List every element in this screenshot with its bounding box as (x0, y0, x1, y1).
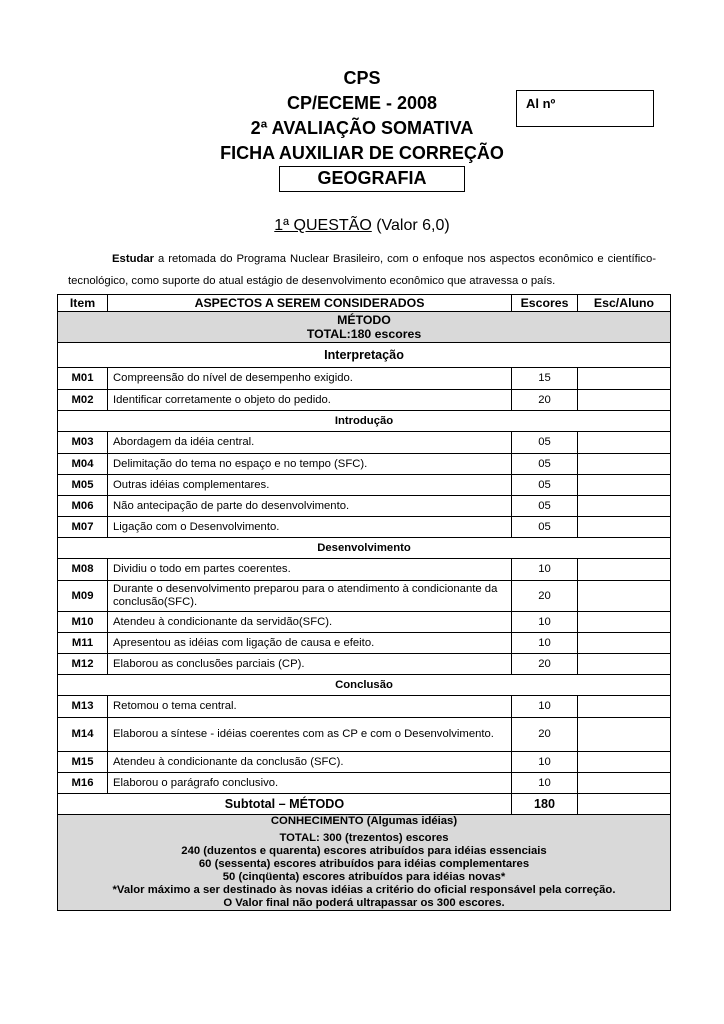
section-row-desenvolvimento (58, 538, 671, 559)
item-score: 05 (512, 496, 578, 517)
item-score: 10 (512, 633, 578, 654)
item-score: 20 (512, 718, 578, 752)
section-row-interpretacao (58, 343, 671, 368)
table-header-row (58, 295, 671, 312)
table-row (58, 559, 671, 581)
item-score: 20 (512, 390, 578, 411)
question-value: (Valor 6,0) (371, 217, 450, 234)
item-code: M13 (58, 696, 108, 718)
table-row (58, 496, 671, 517)
item-aspect: Outras idéias complementares. (108, 475, 512, 496)
knowledge-note: *Valor máximo a ser destinado às novas idéias a critério do oficial responsável pela correção. (112, 884, 616, 896)
method-header-row (58, 312, 671, 343)
item-aspect: Atendeu à condicionante da servidão(SFC). (108, 612, 512, 633)
student-score-cell[interactable] (578, 633, 671, 654)
item-code: M03 (58, 432, 108, 454)
item-score: 05 (512, 475, 578, 496)
student-score-cell[interactable] (578, 517, 671, 538)
item-score: 20 (512, 581, 578, 612)
statement-lead: Estudar (112, 253, 155, 265)
header-scores: Escores (512, 295, 578, 312)
item-score: 05 (512, 517, 578, 538)
table-row (58, 773, 671, 794)
title-line-1: CPS (343, 68, 381, 88)
student-score-cell[interactable] (578, 773, 671, 794)
item-code: M11 (58, 633, 108, 654)
item-code: M04 (58, 454, 108, 475)
header-student-score: Esc/Aluno (578, 295, 671, 312)
section-desenvolvimento: Desenvolvimento (58, 538, 671, 559)
item-score: 10 (512, 559, 578, 581)
item-aspect: Ligação com o Desenvolvimento. (108, 517, 512, 538)
question-heading (0, 216, 724, 236)
item-score: 05 (512, 432, 578, 454)
item-score: 15 (512, 368, 578, 390)
subtotal-label: Subtotal – MÉTODO (58, 794, 512, 815)
item-code: M08 (58, 559, 108, 581)
section-row-conclusao (58, 675, 671, 696)
student-score-cell[interactable] (578, 696, 671, 718)
item-code: M10 (58, 612, 108, 633)
item-code: M05 (58, 475, 108, 496)
subject-box (279, 166, 465, 192)
student-score-cell[interactable] (578, 559, 671, 581)
title-line-2: CP/ECEME - 2008 (286, 93, 438, 113)
table-row (58, 390, 671, 411)
student-score-cell[interactable] (578, 718, 671, 752)
knowledge-new: 50 (cinqüenta) escores atribuídos para idéias novas* (222, 871, 506, 883)
section-row-introducao (58, 411, 671, 432)
table-row (58, 752, 671, 773)
item-aspect: Elaborou a síntese - idéias coerentes com as CP e com o Desenvolvimento. (108, 718, 512, 752)
subject-label: GEOGRAFIA (317, 168, 427, 188)
student-number-label: Al nº (526, 96, 556, 111)
item-aspect: Retomou o tema central. (108, 696, 512, 718)
item-code: M12 (58, 654, 108, 675)
subtotal-row (58, 794, 671, 815)
table-row (58, 368, 671, 390)
table-row (58, 432, 671, 454)
student-score-cell[interactable] (578, 475, 671, 496)
student-score-cell[interactable] (578, 496, 671, 517)
section-interpretacao: Interpretação (58, 343, 671, 368)
section-conclusao: Conclusão (58, 675, 671, 696)
item-aspect: Durante o desenvolvimento preparou para o atendimento à condicionante da conclusão(SFC). (108, 581, 512, 612)
knowledge-total: TOTAL: 300 (trezentos) escores (279, 832, 449, 844)
item-aspect: Dividiu o todo em partes coerentes. (108, 559, 512, 581)
item-aspect: Não antecipação de parte do desenvolvimento. (108, 496, 512, 517)
item-code: M15 (58, 752, 108, 773)
table-row (58, 454, 671, 475)
item-code: M07 (58, 517, 108, 538)
correction-table (57, 294, 671, 911)
header-aspects: ASPECTOS A SEREM CONSIDERADOS (108, 295, 512, 312)
table-row (58, 581, 671, 612)
knowledge-title: CONHECIMENTO (Algumas idéias) (270, 815, 458, 827)
section-introducao: Introdução (58, 411, 671, 432)
student-score-cell[interactable] (578, 752, 671, 773)
table-row (58, 612, 671, 633)
question-number: 1ª QUESTÃO (274, 217, 372, 234)
method-total: TOTAL:180 escores (306, 327, 422, 341)
table-row (58, 718, 671, 752)
subtotal-value: 180 (512, 794, 578, 815)
student-score-cell[interactable] (578, 432, 671, 454)
item-score: 05 (512, 454, 578, 475)
item-code: M01 (58, 368, 108, 390)
knowledge-essential: 240 (duzentos e quarenta) escores atribuídos para idéias essenciais (181, 845, 547, 857)
header-item: Item (58, 295, 108, 312)
item-score: 10 (512, 752, 578, 773)
student-score-cell[interactable] (578, 654, 671, 675)
knowledge-limit: O Valor final não poderá ultrapassar os 300 escores. (223, 897, 505, 909)
item-code: M02 (58, 390, 108, 411)
question-statement (68, 248, 656, 292)
item-score: 10 (512, 612, 578, 633)
item-score: 10 (512, 773, 578, 794)
item-aspect: Elaborou as conclusões parciais (CP). (108, 654, 512, 675)
item-code: M14 (58, 718, 108, 752)
table-row (58, 475, 671, 496)
title-line-4: FICHA AUXILIAR DE CORREÇÃO (220, 143, 504, 163)
student-subtotal-cell[interactable] (578, 794, 671, 815)
item-aspect: Abordagem da idéia central. (108, 432, 512, 454)
student-score-cell[interactable] (578, 390, 671, 411)
item-aspect: Delimitação do tema no espaço e no tempo (SFC). (108, 454, 512, 475)
student-score-cell[interactable] (578, 612, 671, 633)
item-aspect: Identificar corretamente o objeto do pedido. (108, 390, 512, 411)
method-title: MÉTODO (337, 313, 391, 327)
knowledge-complementary: 60 (sessenta) escores atribuídos para idéias complementares (198, 858, 530, 870)
student-score-cell[interactable] (578, 454, 671, 475)
table-row (58, 654, 671, 675)
statement-text: a retomada do Programa Nuclear Brasileiro, com o enfoque nos aspectos econômico e científico-tecnológico, como suporte do atual estágio de desenvolvimento econômico que atravessa o país. (68, 253, 656, 287)
item-aspect: Compreensão do nível de desempenho exigido. (108, 368, 512, 390)
item-aspect: Atendeu à condicionante da conclusão (SFC). (108, 752, 512, 773)
item-score: 10 (512, 696, 578, 718)
item-code: M06 (58, 496, 108, 517)
item-code: M16 (58, 773, 108, 794)
student-score-cell[interactable] (578, 368, 671, 390)
item-code: M09 (58, 581, 108, 612)
table-row (58, 517, 671, 538)
item-score: 20 (512, 654, 578, 675)
title-line-3: 2ª AVALIAÇÃO SOMATIVA (250, 118, 474, 138)
knowledge-row (58, 815, 671, 911)
student-number-box[interactable] (516, 90, 654, 127)
item-aspect: Apresentou as idéias com ligação de causa e efeito. (108, 633, 512, 654)
table-row (58, 696, 671, 718)
student-score-cell[interactable] (578, 581, 671, 612)
table-row (58, 633, 671, 654)
item-aspect: Elaborou o parágrafo conclusivo. (108, 773, 512, 794)
